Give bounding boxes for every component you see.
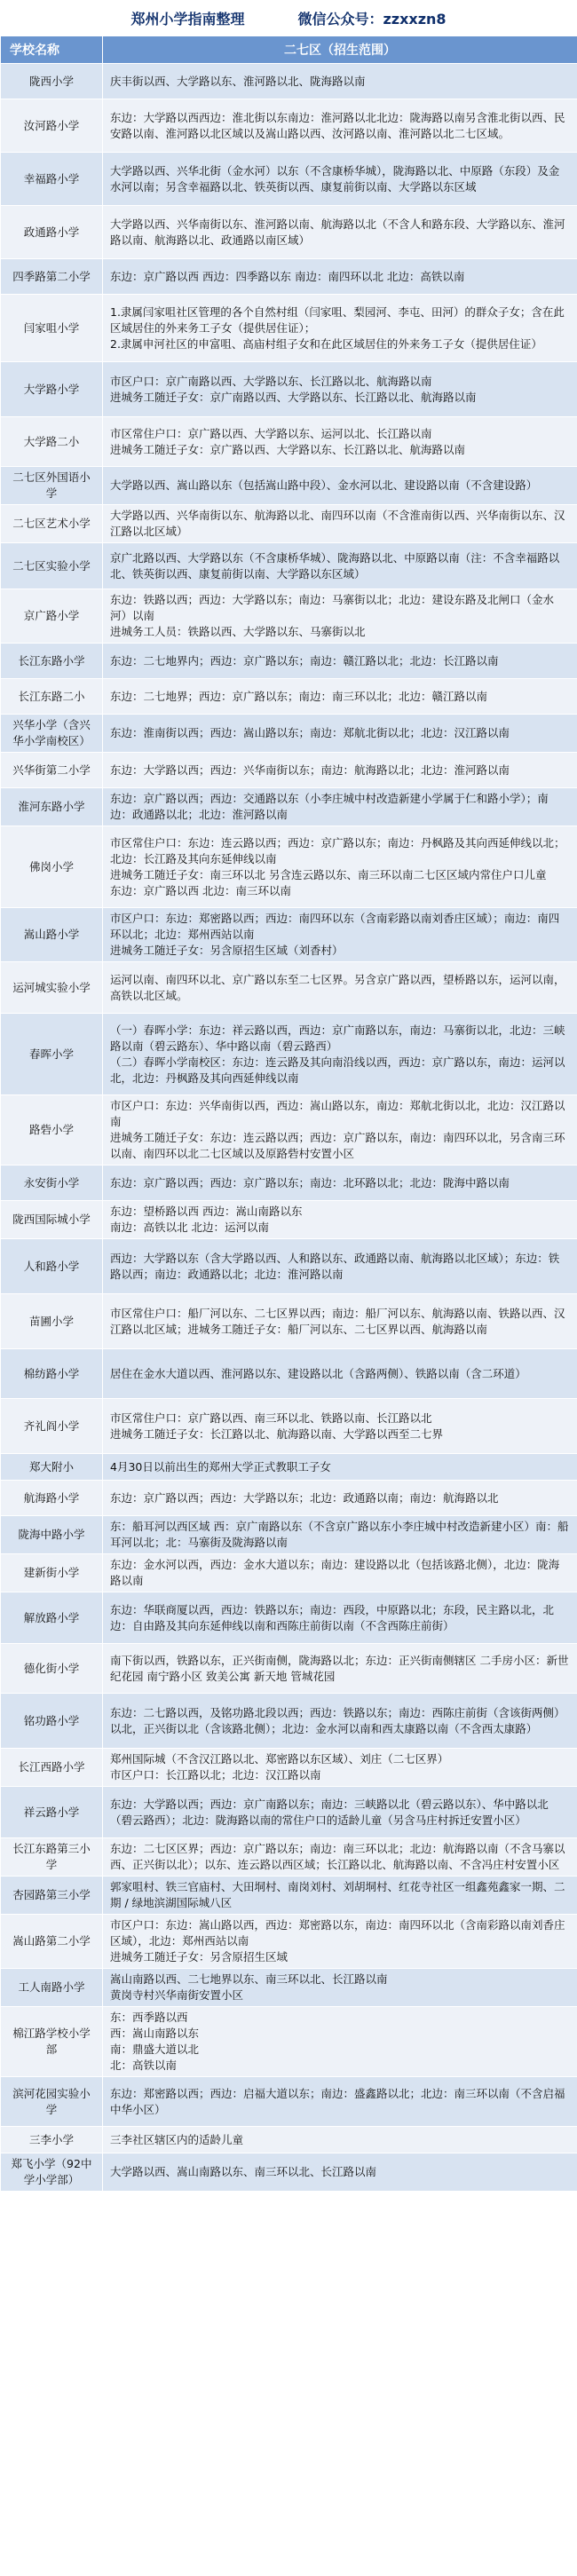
enrollment-range-cell: 郑州国际城（不含汉江路以北、郑密路以东区域）、刘庄（二七区界） 市区户口：长江路以北；北边：汉江路以南: [103, 1749, 577, 1787]
school-name-cell: 嵩山路第二小学: [1, 1915, 103, 1969]
table-row: [1, 1644, 577, 1694]
table-row: [1, 788, 577, 826]
enrollment-range-cell: 4月30日以前出生的郑州大学正式教职工子女: [103, 1454, 577, 1481]
enrollment-range-cell: 南下街以西，铁路以东，正兴街南侧，陇海路以北；东边：正兴街南侧辖区 二手房小区：新世纪花园 南宁路小区 致美公寓 新天地 管城花园: [103, 1644, 577, 1694]
table-row: [1, 1349, 577, 1399]
table-row: [1, 962, 577, 1014]
school-name-cell: 兴华小学（含兴华小学南校区）: [1, 715, 103, 753]
table-row: [1, 1838, 577, 1877]
school-name-cell: 二七区外国语小学: [1, 467, 103, 505]
school-name-cell: 闫家咀小学: [1, 295, 103, 362]
school-name-cell: 郑飞小学（92中学小学部）: [1, 2153, 103, 2192]
school-name-cell: 二七区艺术小学: [1, 505, 103, 543]
school-name-cell: 兴华街第二小学: [1, 753, 103, 788]
table-row: [1, 1516, 577, 1554]
table-row: [1, 1592, 577, 1644]
school-name-cell: 祥云路小学: [1, 1787, 103, 1838]
school-name-cell: 大学路小学: [1, 362, 103, 417]
table-row: [1, 1554, 577, 1592]
enrollment-range-cell: 东边：二七地界内；西边：京广路以东；南边：赣江路以北；北边：长江路以南: [103, 644, 577, 679]
table-body: [1, 64, 577, 2192]
school-name-cell: 陇海中路小学: [1, 1516, 103, 1554]
table-row: [1, 589, 577, 644]
table-row: [1, 467, 577, 505]
enrollment-range-cell: 市区常住户口：东边：连云路以西；西边：京广路以东；南边：丹枫路及其向西延伸线以北；北边：长江路及其向东延伸线以南 进城务工随迁子女：南三环以北 另含连云路以东、南三环以南二七区区域内常住户口儿童 东边：京广路以西 北边：南三环以南: [103, 826, 577, 908]
page-title: 郑州小学指南整理: [130, 10, 245, 28]
table-row: [1, 1877, 577, 1915]
table-row: [1, 715, 577, 753]
table-row: [1, 1481, 577, 1516]
table-row: [1, 1399, 577, 1454]
title-bar: [0, 0, 577, 36]
school-name-cell: 佛岗小学: [1, 826, 103, 908]
table-row: [1, 908, 577, 962]
enrollment-range-cell: （一）春晖小学：东边：祥云路以西，西边：京广南路以东，南边：马寨街以北，北边：三峡路以南（碧云路东）、华中路以南（碧云路西） （二）春晖小学南校区：东边：连云路及其向南沿线以西，西边：京广路以东，南边：运河以北，北边：丹枫路及其向西延伸线以南: [103, 1014, 577, 1095]
enrollment-range-cell: 东边：二七地界；西边：京广路以东；南边：南三环以北；北边：赣江路以南: [103, 679, 577, 715]
table-row: [1, 505, 577, 543]
enrollment-range-cell: 1.隶属闫家咀社区管理的各个自然村组（闫家咀、梨园河、李屯、田河）的群众子女；含在此区域居住的外来务工子女（提供居住证）； 2.隶属申河社区的申富咀、高庙村组子女和在此区域居住的外来务工子女（提供居住证）: [103, 295, 577, 362]
school-name-cell: 棉纺路小学: [1, 1349, 103, 1399]
enrollment-range-cell: 市区户口：东边：嵩山路以西，西边：郑密路以东，南边：南四环以北（含南彩路以南刘香庄区域），北边：郑州西站以南 进城务工随迁子女：另含原招生区域: [103, 1915, 577, 1969]
table-row: [1, 295, 577, 362]
enrollment-range-cell: 市区户口：东边：郑密路以西；西边：南四环以东（含南彩路以南刘香庄区域）；南边：南四环以北；北边：郑州西站以南 进城务工随迁子女：另含原招生区域（刘香村）: [103, 908, 577, 962]
school-name-cell: 永安街小学: [1, 1166, 103, 1201]
table-row: [1, 1749, 577, 1787]
enrollment-range-cell: 东边：大学路以西西边：淮北街以东南边：淮河路以北北边：陇海路以南另含淮北街以西、民安路以南、淮河路以北区域以及嵩山路以西、汝河路以南、淮河路以北二七区域。: [103, 99, 577, 153]
column-header-range: 二七区（招生范围）: [103, 36, 577, 64]
enrollment-range-cell: 嵩山南路以西、二七地界以东、南三环以北、长江路以南 黄岗寺村兴华南街安置小区: [103, 1969, 577, 2007]
table-row: [1, 1294, 577, 1349]
enrollment-range-cell: 市区户口：京广南路以西、大学路以东、长江路以北、航海路以南 进城务工随迁子女：京广南路以西、大学路以东、长江路以北、航海路以南: [103, 362, 577, 417]
school-name-cell: 汝河路小学: [1, 99, 103, 153]
enrollment-range-cell: 东边：二七路以西，及铭功路北段以西；西边：铁路以东；南边：西陈庄前街（含该街两侧）以北，正兴街以北（含该路北侧）；北边：金水河以南和西太康路以南（不含西太康路）: [103, 1694, 577, 1749]
table-row: [1, 206, 577, 259]
school-name-cell: 春晖小学: [1, 1014, 103, 1095]
enrollment-range-cell: 东边：京广路以西；西边：交通路以东（小李庄城中村改造新建小学属于仁和路小学）；南边：政通路以北；北边：淮河路以南: [103, 788, 577, 826]
school-name-cell: 幸福路小学: [1, 153, 103, 206]
school-name-cell: 嵩山路小学: [1, 908, 103, 962]
table-row: [1, 417, 577, 467]
enrollment-range-cell: 市区户口：东边：兴华南街以西，西边：嵩山路以东，南边：郑航北街以北，北边：汉江路以南 进城务工随迁子女：东边：连云路以西；西边：京广路以东，南边：南四环以北，另含南三环以南、南四环以北二七区域以及原路砦村安置小区: [103, 1095, 577, 1166]
table-row: [1, 362, 577, 417]
table-row: [1, 543, 577, 589]
column-header-school: 学校名称: [1, 36, 103, 64]
school-name-cell: 解放路小学: [1, 1592, 103, 1644]
enrollment-range-cell: 郭家咀村、铁三官庙村、大田垌村、南岗刘村、刘胡垌村、红花寺社区一组鑫苑鑫家一期、二期 / 绿地滨湖国际城八区: [103, 1877, 577, 1915]
table-row: [1, 644, 577, 679]
school-name-cell: 长江东路第三小学: [1, 1838, 103, 1877]
table-row: [1, 826, 577, 908]
school-name-cell: 四季路第二小学: [1, 259, 103, 295]
school-name-cell: 运河城实验小学: [1, 962, 103, 1014]
school-name-cell: 长江东路二小: [1, 679, 103, 715]
enrollment-range-cell: 东边：淮南街以西；西边：嵩山路以东；南边：郑航北街以北；北边：汉江路以南: [103, 715, 577, 753]
table-row: [1, 2007, 577, 2077]
school-name-cell: 德化街小学: [1, 1644, 103, 1694]
enrollment-range-cell: 东：西季路以西 西：嵩山南路以东 南：鼎盛大道以北 北：高铁以南: [103, 2007, 577, 2077]
table-row: [1, 1915, 577, 1969]
school-name-cell: 二七区实验小学: [1, 543, 103, 589]
school-name-cell: 航海路小学: [1, 1481, 103, 1516]
table-row: [1, 1969, 577, 2007]
enrollment-range-cell: 东边：京广路以西；西边：京广路以东；南边：北环路以北；北边：陇海中路以南: [103, 1166, 577, 1201]
enrollment-range-cell: 三李社区辖区内的适龄儿童: [103, 2127, 577, 2153]
school-name-cell: 人和路小学: [1, 1239, 103, 1294]
enrollment-range-cell: 市区常住户口：京广路以西、大学路以东、运河以北、长江路以南 进城务工随迁子女：京广路以西、大学路以东、长江路以北、航海路以南: [103, 417, 577, 467]
school-name-cell: 铭功路小学: [1, 1694, 103, 1749]
table-row: [1, 2127, 577, 2153]
table-row: [1, 1014, 577, 1095]
school-name-cell: 淮河东路小学: [1, 788, 103, 826]
table-row: [1, 1694, 577, 1749]
school-name-cell: 陇西国际城小学: [1, 1201, 103, 1239]
school-name-cell: 郑大附小: [1, 1454, 103, 1481]
table-row: [1, 1166, 577, 1201]
enrollment-range-cell: 东边：大学路以西；西边：京广南路以东；南边：三峡路以北（碧云路以东）、华中路以北（碧云路西）；北边：陇海路以南的常住户口的适龄儿童（另含马庄村拆迁安置小区）: [103, 1787, 577, 1838]
school-name-cell: 长江西路小学: [1, 1749, 103, 1787]
school-name-cell: 陇西小学: [1, 64, 103, 99]
enrollment-range-cell: 东边：郑密路以西；西边：启福大道以东；南边：盛鑫路以北；北边：南三环以南（不含启福中华小区）: [103, 2077, 577, 2127]
enrollment-range-cell: 庆丰街以西、大学路以东、淮河路以北、陇海路以南: [103, 64, 577, 99]
wechat-id: 微信公众号：zzxxzn8: [297, 10, 447, 28]
enrollment-range-cell: 运河以南、南四环以北、京广路以东至二七区界。另含京广路以西，望桥路以东，运河以南，高铁以北区域。: [103, 962, 577, 1014]
table-row: [1, 1095, 577, 1166]
school-name-cell: 长江东路小学: [1, 644, 103, 679]
enrollment-range-cell: 西边：大学路以东（含大学路以西、人和路以东、政通路以南、航海路以北区域）；东边：铁路以西；南边：政通路以北；北边：淮河路以南: [103, 1239, 577, 1294]
table-header-row: [1, 36, 577, 64]
table-row: [1, 1201, 577, 1239]
school-name-cell: 齐礼阎小学: [1, 1399, 103, 1454]
table-row: [1, 753, 577, 788]
table-row: [1, 99, 577, 153]
table-row: [1, 2077, 577, 2127]
school-name-cell: 京广路小学: [1, 589, 103, 644]
enrollment-range-cell: 东边：望桥路以西 西边：嵩山南路以东 南边：高铁以北 北边：运河以南: [103, 1201, 577, 1239]
table-row: [1, 259, 577, 295]
enrollment-range-cell: 东边：大学路以西；西边：兴华南街以东；南边：航海路以北；北边：淮河路以南: [103, 753, 577, 788]
school-name-cell: 大学路二小: [1, 417, 103, 467]
table-row: [1, 679, 577, 715]
enrollment-range-cell: 东边：华联商厦以西，西边：铁路以东；南边：西段，中原路以北；东段，民主路以北，北边：自由路及其向东延伸线以南和西陈庄前街以南（不含西陈庄前街）: [103, 1592, 577, 1644]
school-name-cell: 滨河花园实验小学: [1, 2077, 103, 2127]
school-name-cell: 工人南路小学: [1, 1969, 103, 2007]
enrollment-range-cell: 居住在金水大道以西、淮河路以东、建设路以北（含路两侧）、铁路以南（含二环道）: [103, 1349, 577, 1399]
enrollment-range-cell: 市区常住户口：京广路以西、南三环以北、铁路以南、长江路以北 进城务工随迁子女：长江路以北、航海路以南、大学路以西至二七界: [103, 1399, 577, 1454]
enrollment-range-cell: 市区常住户口：船厂河以东、二七区界以西；南边：船厂河以东、航海路以南、铁路以西、汉江路以北区域；进城务工随迁子女：船厂河以东、二七区界以西、航海路以南: [103, 1294, 577, 1349]
enrollment-range-cell: 大学路以西、嵩山南路以东、南三环以北、长江路以南: [103, 2153, 577, 2192]
enrollment-range-cell: 大学路以西、嵩山路以东（包括嵩山路中段）、金水河以北、建设路以南（不含建设路）: [103, 467, 577, 505]
enrollment-range-cell: 京广北路以西、大学路以东（不含康桥华城）、陇海路以北、中原路以南（注：不含幸福路以北、铁英街以西、康复前街以南、大学路以东区域）: [103, 543, 577, 589]
enrollment-table: [0, 36, 577, 2192]
table-row: [1, 64, 577, 99]
enrollment-range-cell: 东边：金水河以西，西边：金水大道以东；南边：建设路以北（包括该路北侧），北边：陇海路以南: [103, 1554, 577, 1592]
table-row: [1, 1239, 577, 1294]
enrollment-range-cell: 东边：京广路以西 西边：四季路以东 南边：南四环以北 北边：高铁以南: [103, 259, 577, 295]
school-name-cell: 棉江路学校小学部: [1, 2007, 103, 2077]
enrollment-range-cell: 东边：京广路以西；西边：大学路以东；北边：政通路以南；南边：航海路以北: [103, 1481, 577, 1516]
school-name-cell: 路砦小学: [1, 1095, 103, 1166]
school-name-cell: 苗圃小学: [1, 1294, 103, 1349]
table-row: [1, 1787, 577, 1838]
school-name-cell: 建新街小学: [1, 1554, 103, 1592]
enrollment-range-cell: 东边：二七区区界；西边：京广路以东；南边：南三环以北；北边：航海路以南（不含马寨以西、正兴街以北）；以东、连云路以西区域；长江路以北、航海路以南、不含冯庄村安置小区: [103, 1838, 577, 1877]
school-name-cell: 三李小学: [1, 2127, 103, 2153]
enrollment-range-cell: 大学路以西、兴华北街（金水河）以东（不含康桥华城），陇海路以北、中原路（东段）及金水河以南；另含幸福路以北、铁英街以西、康复前街以南、大学路以东区域: [103, 153, 577, 206]
table-row: [1, 2153, 577, 2192]
enrollment-range-cell: 大学路以西、兴华南街以东、航海路以北、南四环以南（不含淮南街以西、兴华南街以东、汉江路以北区域）: [103, 505, 577, 543]
enrollment-range-cell: 大学路以西、兴华南街以东、淮河路以南、航海路以北（不含人和路东段、大学路以东、淮河路以南、航海路以北、政通路以南区域）: [103, 206, 577, 259]
table-row: [1, 1454, 577, 1481]
school-name-cell: 杏园路第三小学: [1, 1877, 103, 1915]
table-row: [1, 153, 577, 206]
school-name-cell: 政通路小学: [1, 206, 103, 259]
enrollment-range-cell: 东边：铁路以西；西边：大学路以东；南边：马寨街以北；北边：建设东路及北闸口（金水河）以南 进城务工人员：铁路以西、大学路以东、马寨街以北: [103, 589, 577, 644]
enrollment-range-cell: 东：船耳河以西区域 西：京广南路以东（不含京广路以东小李庄城中村改造新建小区）南：船耳河以北；北：马寨街及陇海路以南: [103, 1516, 577, 1554]
